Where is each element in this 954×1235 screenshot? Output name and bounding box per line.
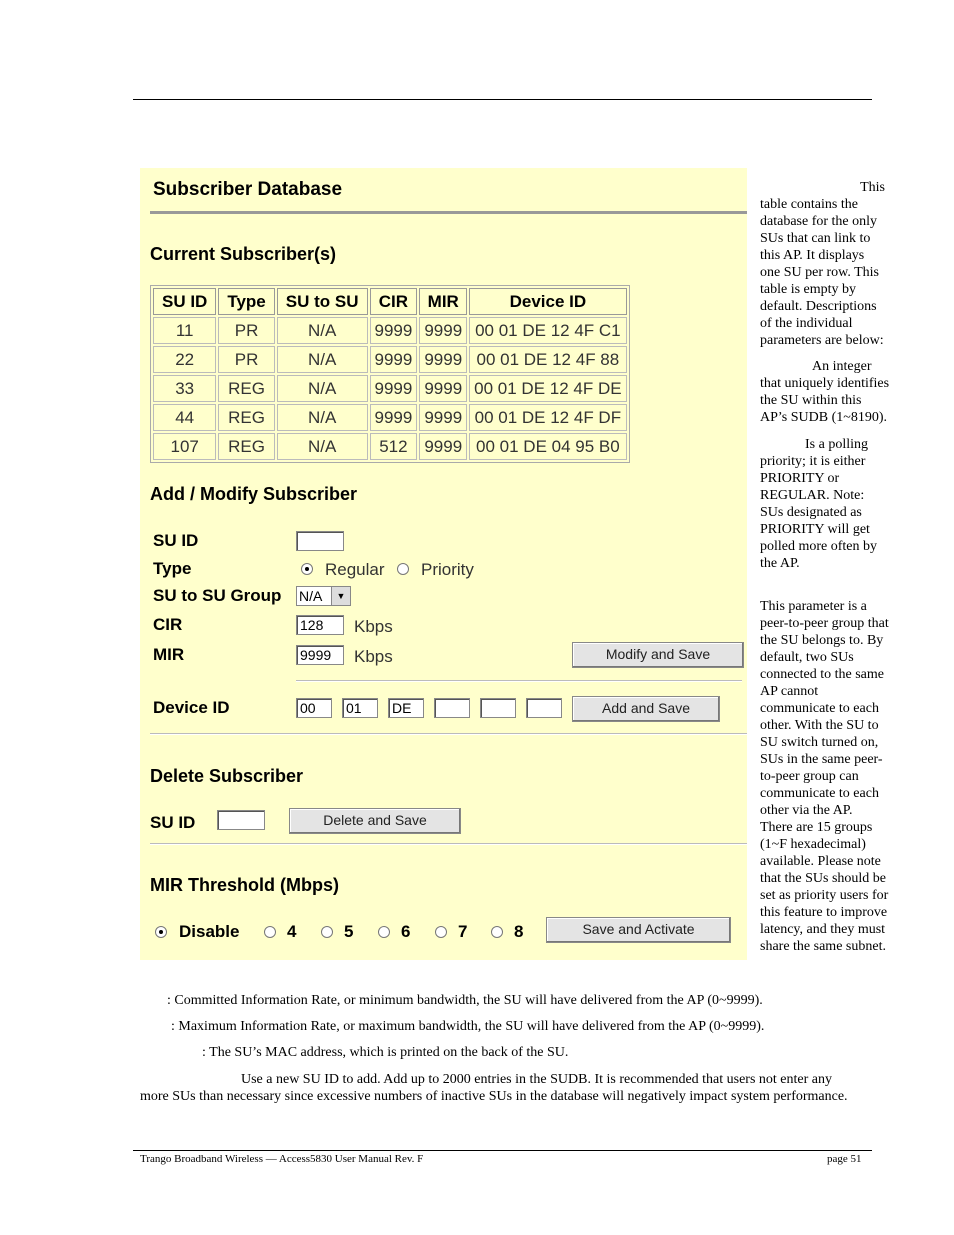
section-divider	[150, 843, 747, 845]
mir-description: : Maximum Information Rate, or maximum bandwidth, the SU will have delivered from the AP (0~9999).	[171, 1019, 765, 1034]
cell-cir: 9999	[370, 404, 418, 431]
mir-unit: Kbps	[354, 647, 393, 666]
side-line: SUs designated as	[760, 505, 862, 520]
side-line: There are 15 groups	[760, 820, 873, 835]
footer-rule	[133, 1150, 872, 1151]
header-rule	[133, 99, 872, 100]
footer-title: Trango Broadband Wireless — Access5830 User Manual Rev. F	[140, 1153, 424, 1165]
cir-unit: Kbps	[354, 617, 393, 636]
cell-su-to-su: N/A	[277, 433, 368, 460]
cell-su-id: 33	[153, 375, 216, 402]
cell-device-id: 00 01 DE 04 95 B0	[469, 433, 626, 460]
su-group-value: N/A	[299, 588, 323, 604]
side-line: An integer	[812, 359, 872, 374]
side-line: that uniquely identifies	[760, 376, 890, 391]
cell-su-to-su: N/A	[277, 317, 368, 344]
add-description-line1: Use a new SU ID to add. Add up to 2000 entries in the SUDB. It is recommended that users not enter any	[241, 1072, 833, 1087]
cell-device-id: 00 01 DE 12 4F DE	[469, 375, 626, 402]
cell-su-id: 11	[153, 317, 216, 344]
cell-type: PR	[218, 346, 274, 373]
type-regular-label: Regular	[325, 560, 385, 579]
side-paragraph-su-id	[760, 358, 902, 426]
side-line: database for the only	[760, 214, 878, 229]
side-line: SUs in the same peer-	[760, 752, 883, 767]
cell-device-id: 00 01 DE 12 4F 88	[469, 346, 626, 373]
side-line: one SU per row. This	[760, 265, 879, 280]
cell-type: REG	[218, 375, 274, 402]
col-cir: CIR	[370, 288, 418, 315]
cell-mir: 9999	[419, 375, 467, 402]
side-line: to-peer group can	[760, 769, 859, 784]
chevron-down-icon[interactable]: ▼	[331, 587, 350, 605]
side-line: priority; it is either	[760, 454, 866, 469]
side-line: SU switch turned on,	[760, 735, 879, 750]
table-header-row	[153, 288, 627, 315]
mir-label: MIR	[153, 645, 185, 664]
side-line: table contains the	[760, 197, 858, 212]
cell-mir: 9999	[419, 433, 467, 460]
section-divider	[150, 733, 747, 735]
side-line: polled more often by	[760, 539, 878, 554]
subscriber-database-panel	[140, 168, 747, 960]
cell-type: REG	[218, 404, 274, 431]
cir-description: : Committed Information Rate, or minimum bandwidth, the SU will have delivered from the AP (0~9999).	[167, 993, 763, 1008]
cell-cir: 512	[370, 433, 418, 460]
device-octet-6[interactable]	[526, 698, 562, 718]
side-line: other via the AP.	[760, 803, 853, 818]
side-line: Is a polling	[805, 437, 868, 452]
add-modify-heading: Add / Modify Subscriber	[150, 484, 358, 504]
col-su-id: SU ID	[153, 288, 216, 315]
mir-disable-label: Disable	[179, 922, 240, 941]
device-octet-5[interactable]	[480, 698, 516, 718]
table-row	[153, 346, 627, 373]
add-description-line2: more SUs than necessary since excessive numbers of inactive SUs in the database will negatively impact system performance.	[140, 1089, 848, 1104]
device-octet-4[interactable]	[434, 698, 470, 718]
mir-input[interactable]: 9999	[296, 645, 344, 665]
side-line: available. Please note	[760, 854, 881, 869]
mir-6-label: 6	[401, 922, 411, 941]
delete-heading: Delete Subscriber	[150, 766, 304, 786]
mir-5-radio[interactable]	[321, 926, 333, 938]
side-line: REGULAR. Note:	[760, 488, 865, 503]
side-line: PRIORITY will get	[760, 522, 870, 537]
col-mir: MIR	[419, 288, 467, 315]
col-su-to-su: SU to SU	[277, 288, 368, 315]
cell-su-to-su: N/A	[277, 404, 368, 431]
side-line: the AP.	[760, 556, 800, 571]
side-line: latency, and they must	[760, 922, 886, 937]
cell-su-id: 107	[153, 433, 216, 460]
table-row	[153, 404, 627, 431]
cell-cir: 9999	[370, 317, 418, 344]
save-and-activate-button[interactable]: Save and Activate	[546, 917, 731, 943]
side-line: communicate to each	[760, 786, 879, 801]
side-line: table is empty by	[760, 282, 857, 297]
subscriber-table	[150, 285, 630, 463]
mir-8-radio[interactable]	[491, 926, 503, 938]
mir-5-label: 5	[344, 922, 354, 941]
side-line: PRIORITY or	[760, 471, 840, 486]
col-device-id: Device ID	[469, 288, 626, 315]
device-id-label: Device ID	[153, 698, 230, 717]
cir-input[interactable]: 128	[296, 615, 344, 635]
side-line: of the individual	[760, 316, 853, 331]
side-line: the SU within this	[760, 393, 862, 408]
modify-and-save-button[interactable]: Modify and Save	[572, 642, 744, 668]
mir-6-radio[interactable]	[378, 926, 390, 938]
side-paragraph-type	[760, 436, 902, 572]
type-priority-label: Priority	[421, 560, 474, 579]
cell-cir: 9999	[370, 346, 418, 373]
cell-mir: 9999	[419, 404, 467, 431]
cell-mir: 9999	[419, 346, 467, 373]
type-regular-radio[interactable]	[301, 563, 313, 575]
mir-7-label: 7	[458, 922, 468, 941]
table-row	[153, 433, 627, 460]
current-subscribers-heading: Current Subscriber(s)	[150, 244, 337, 264]
side-line: peer-to-peer group that	[760, 616, 889, 631]
su-group-select[interactable]	[296, 586, 351, 606]
side-line: set as priority users for	[760, 888, 889, 903]
mir-7-radio[interactable]	[435, 926, 447, 938]
cir-label: CIR	[153, 615, 183, 634]
mir-threshold-heading: MIR Threshold (Mbps)	[150, 875, 339, 895]
su-id-label: SU ID	[153, 531, 199, 550]
side-line: connected to the same	[760, 667, 885, 682]
side-line: share the same subnet.	[760, 939, 886, 954]
side-line: default. Descriptions	[760, 299, 877, 314]
side-line: This parameter is a	[760, 599, 867, 614]
device-octet-1[interactable]: 00	[296, 698, 332, 718]
device-octet-2[interactable]: 01	[342, 698, 378, 718]
panel-title: Subscriber Database	[153, 179, 343, 200]
cell-su-id: 22	[153, 346, 216, 373]
mir-4-radio[interactable]	[264, 926, 276, 938]
side-paragraph-group	[760, 598, 902, 955]
cell-cir: 9999	[370, 375, 418, 402]
cell-su-to-su: N/A	[277, 346, 368, 373]
side-line: AP’s SUDB (1~8190).	[760, 410, 887, 425]
side-paragraph-table	[760, 179, 902, 349]
cell-type: REG	[218, 433, 274, 460]
side-line: This	[860, 180, 885, 195]
device-octet-3[interactable]: DE	[388, 698, 424, 718]
table-row	[153, 375, 627, 402]
side-line: parameters are below:	[760, 333, 884, 348]
type-label: Type	[153, 559, 192, 578]
page-number: page 51	[827, 1153, 862, 1165]
cell-device-id: 00 01 DE 12 4F C1	[469, 317, 626, 344]
side-line: this feature to improve	[760, 905, 888, 920]
su-group-label: SU to SU Group	[153, 586, 282, 605]
device-id-description: : The SU’s MAC address, which is printed on the back of the SU.	[202, 1045, 569, 1060]
mir-8-label: 8	[514, 922, 524, 941]
side-line: the SU belongs to. By	[760, 633, 884, 648]
side-line: default, two SUs	[760, 650, 854, 665]
table-row	[153, 317, 627, 344]
mir-disable-radio[interactable]	[155, 926, 167, 938]
side-line: that the SUs should be	[760, 871, 886, 886]
form-divider	[296, 680, 742, 682]
side-line: (1~F hexadecimal)	[760, 837, 866, 852]
title-divider	[150, 211, 747, 214]
add-and-save-button[interactable]: Add and Save	[572, 696, 720, 722]
side-line: other. With the SU to	[760, 718, 879, 733]
side-line: SUs that can link to	[760, 231, 871, 246]
cell-mir: 9999	[419, 317, 467, 344]
delete-su-id-label: SU ID	[150, 813, 196, 832]
cell-device-id: 00 01 DE 12 4F DF	[469, 404, 626, 431]
type-priority-radio[interactable]	[397, 563, 409, 575]
su-id-input[interactable]	[296, 531, 344, 551]
delete-and-save-button[interactable]: Delete and Save	[289, 808, 461, 834]
delete-su-id-input[interactable]	[217, 810, 265, 830]
col-type: Type	[218, 288, 274, 315]
cell-su-id: 44	[153, 404, 216, 431]
side-line: AP cannot	[760, 684, 819, 699]
cell-type: PR	[218, 317, 274, 344]
mir-4-label: 4	[287, 922, 297, 941]
cell-su-to-su: N/A	[277, 375, 368, 402]
side-line: this AP. It displays	[760, 248, 865, 263]
side-line: communicate to each	[760, 701, 879, 716]
